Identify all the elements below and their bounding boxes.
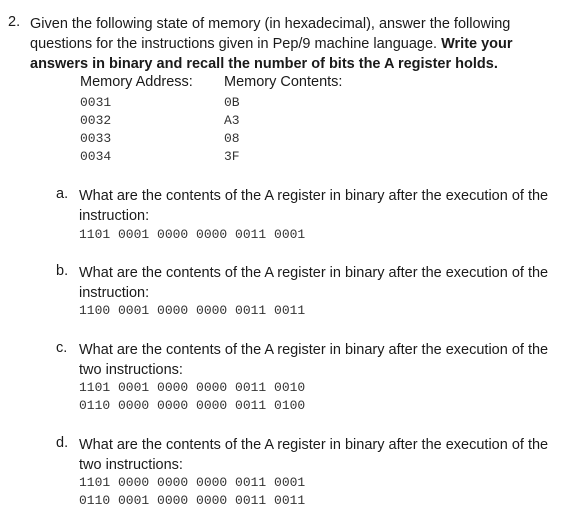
part-b-code-0: 1100 0001 0000 0000 0011 0011: [79, 303, 306, 318]
memory-address-3: 0034: [80, 149, 112, 164]
question-text: [30, 14, 570, 74]
memory-address-0: 0031: [80, 95, 112, 110]
memory-contents-header: Memory Contents:: [224, 74, 343, 90]
part-d-code-1: 0110 0001 0000 0000 0011 0011: [79, 493, 306, 508]
part-c-text: What are the contents of the A register in binary after the execution of the two instructions:: [79, 342, 549, 378]
question-number: 2.: [8, 14, 21, 30]
part-b-text: What are the contents of the A register in binary after the execution of the instruction:: [79, 265, 549, 301]
memory-contents-0: 0B: [224, 95, 240, 110]
part-b-letter: b.: [56, 263, 69, 279]
part-d-code-0: 1101 0000 0000 0000 0011 0001: [79, 475, 306, 490]
memory-contents-1: A3: [224, 113, 240, 128]
memory-contents-3: 3F: [224, 149, 240, 164]
part-a-text: What are the contents of the A register in binary after the execution of the instruction:: [79, 188, 549, 224]
memory-contents-2: 08: [224, 131, 240, 146]
part-d-letter: d.: [56, 435, 69, 451]
memory-address-1: 0032: [80, 113, 112, 128]
part-c-code-0: 1101 0001 0000 0000 0011 0010: [79, 380, 306, 395]
part-c-letter: c.: [56, 340, 68, 356]
question-instruction-bold: Write your answers in binary and recall the number of bits the A register holds.: [30, 36, 513, 72]
part-a-letter: a.: [56, 186, 69, 202]
part-a-code-0: 1101 0001 0000 0000 0011 0001: [79, 227, 306, 242]
question-intro: Given the following state of memory (in hexadecimal), answer the following questions for the instructions given in Pep/9 machine language.: [30, 16, 511, 52]
part-d-text: What are the contents of the A register in binary after the execution of the two instructions:: [79, 437, 549, 473]
part-c-code-1: 0110 0000 0000 0000 0011 0100: [79, 398, 306, 413]
memory-address-2: 0033: [80, 131, 112, 146]
memory-address-header: Memory Address:: [80, 74, 193, 90]
